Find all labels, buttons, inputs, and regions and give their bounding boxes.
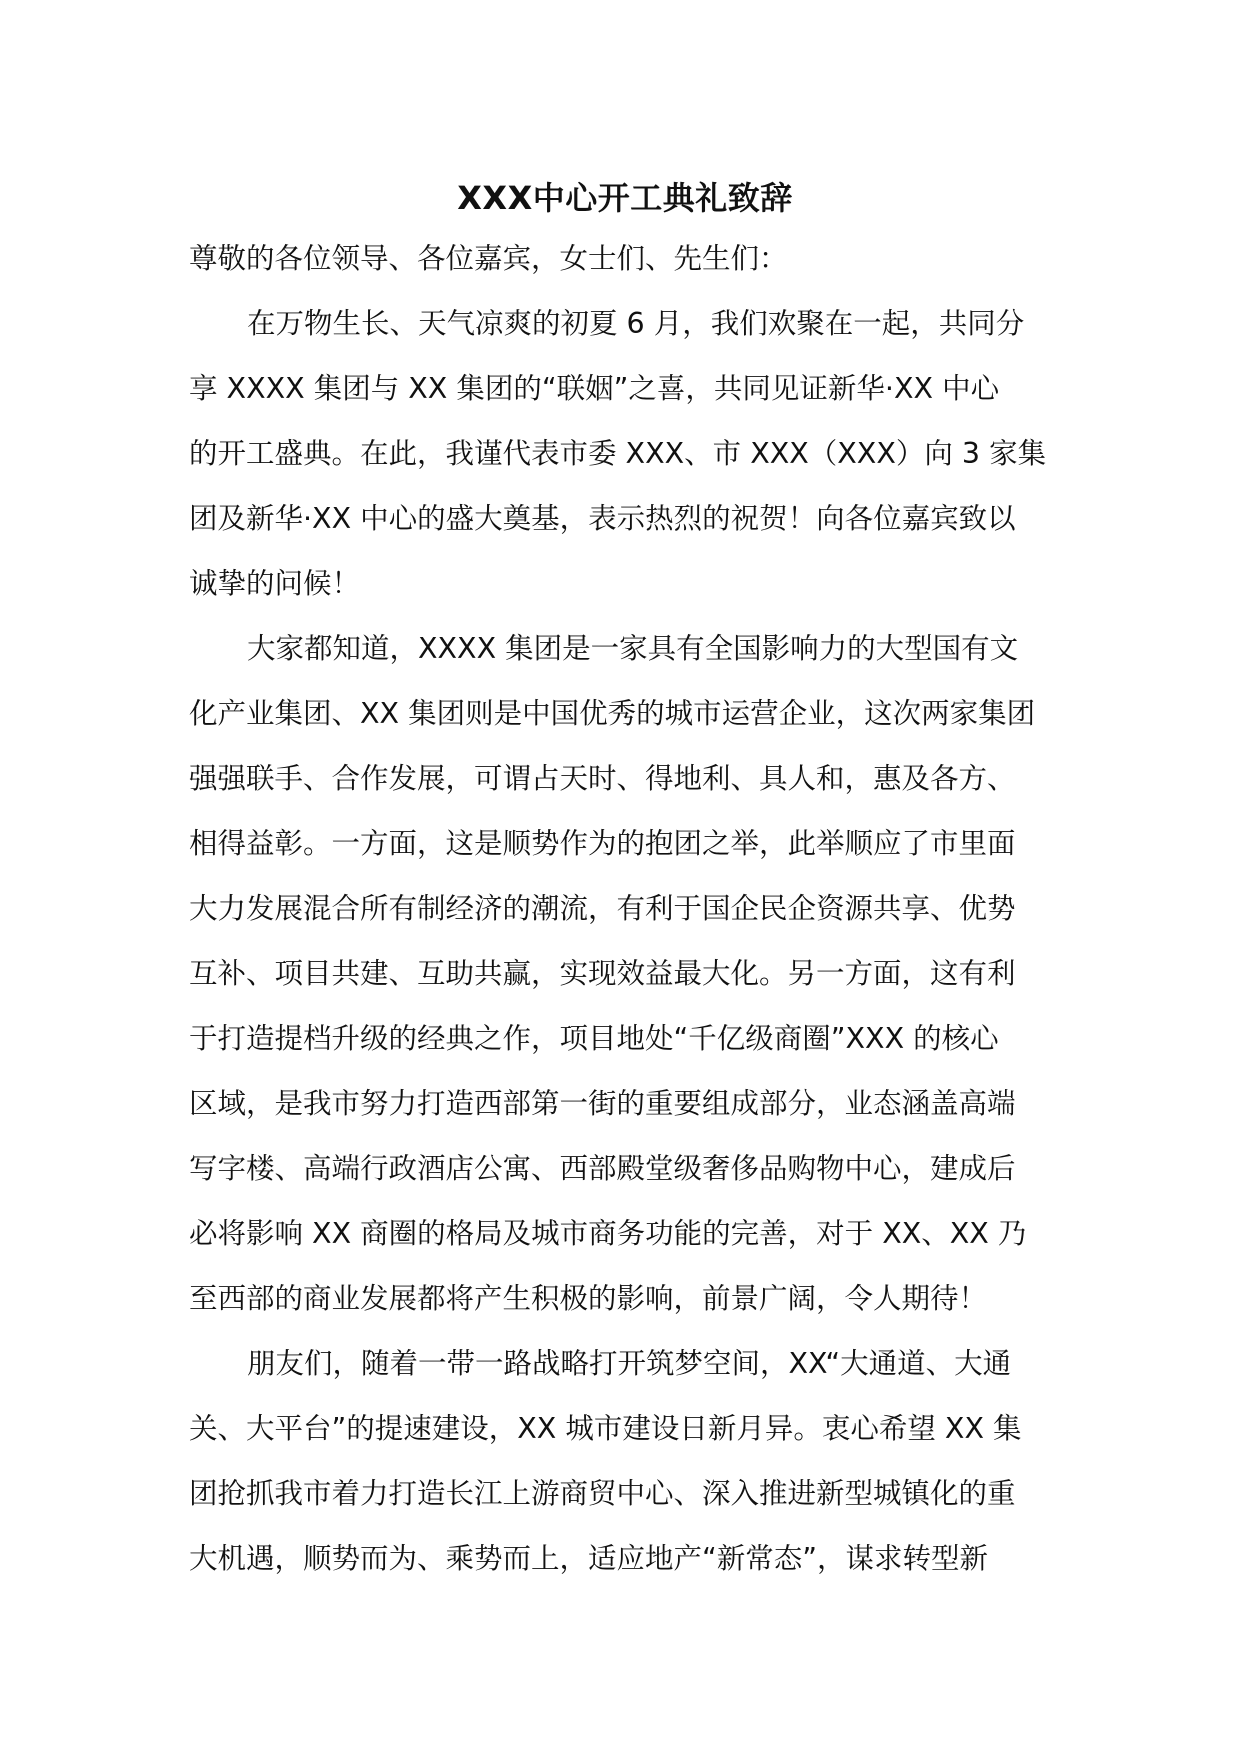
paragraph-line: 大家都知道，XXXX 集团是一家具有全国影响力的大型国有文 [247,632,1019,665]
paragraph-line: 化产业集团、XX 集团则是中国优秀的城市运营企业，这次两家集团 [189,697,1036,730]
paragraph [189,616,1061,1331]
paragraph-line: 互补、项目共建、互助共赢，实现效益最大化。另一方面，这有利 [189,957,1016,990]
paragraph-line: 朋友们，随着一带一路战略打开筑梦空间，XX“大通道、大通 [247,1347,1012,1380]
paragraph-line: 写字楼、高端行政酒店公寓、西部殿堂级奢侈品购物中心，建成后 [189,1152,1016,1185]
paragraph-line: 大机遇，顺势而为、乘势而上，适应地产“新常态”，谋求转型新 [189,1542,989,1575]
paragraph-line: 强强联手、合作发展，可谓占天时、得地利、具人和，惠及各方、 [189,762,1016,795]
document-body [189,170,1061,1591]
paragraph-line: 关、大平台”的提速建设，XX 城市建设日新月异。衷心希望 XX 集 [189,1412,1022,1445]
paragraph-line: 大力发展混合所有制经济的潮流，有利于国企民企资源共享、优势 [189,892,1016,925]
paragraph-line: 团及新华·XX 中心的盛大奠基，表示热烈的祝贺！向各位嘉宾致以 [189,502,1016,535]
paragraph-line: 的开工盛典。在此，我谨代表市委 XXX、市 XXX（XXX）向 3 家集 [189,437,1047,470]
paragraph-line: 诚挚的问候！ [189,567,361,600]
paragraph-line: 在万物生长、天气凉爽的初夏 6 月，我们欢聚在一起，共同分 [247,307,1025,340]
paragraph-line: 必将影响 XX 商圈的格局及城市商务功能的完善，对于 XX、XX 乃 [189,1217,1027,1250]
paragraph-line: 区域，是我市努力打造西部第一街的重要组成部分，业态涵盖高端 [189,1087,1016,1120]
paragraph-line: 相得益彰。一方面，这是顺势作为的抱团之举，此举顺应了市里面 [189,827,1016,860]
paragraph-line: 团抢抓我市着力打造长江上游商贸中心、深入推进新型城镇化的重 [189,1477,1016,1510]
salutation: 尊敬的各位领导、各位嘉宾，女士们、先生们： [189,242,788,275]
paragraph-line: 至西部的商业发展都将产生积极的影响，前景广阔，令人期待！ [189,1282,988,1315]
paragraph-list [189,291,1061,1591]
paragraph [189,291,1061,616]
document-title: XXX中心开工典礼致辞 [457,179,793,217]
paragraph-line: 享 XXXX 集团与 XX 集团的“联姻”之喜，共同见证新华·XX 中心 [189,372,1000,405]
paragraph-line: 于打造提档升级的经典之作，项目地处“千亿级商圈”XXX 的核心 [189,1022,999,1055]
paragraph [189,1331,1061,1591]
